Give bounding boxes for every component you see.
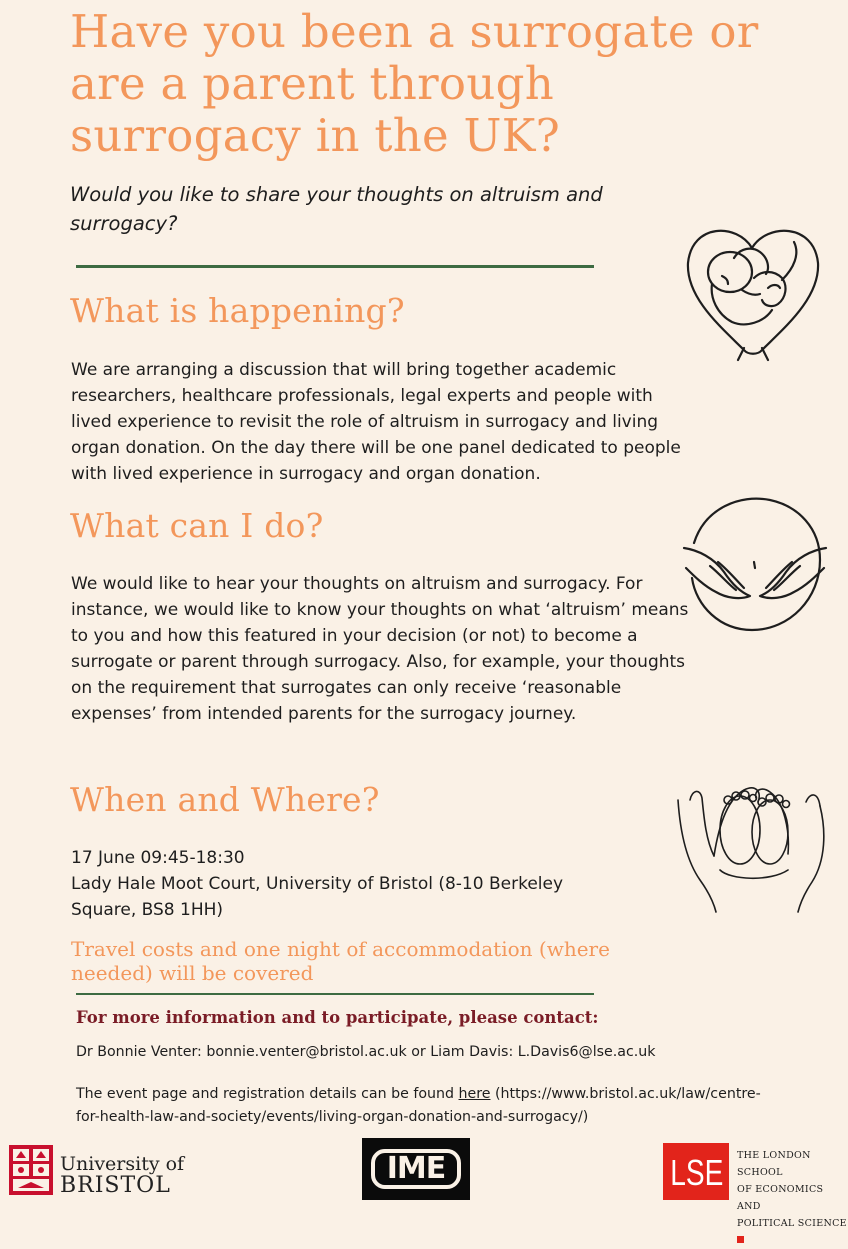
event-venue: Lady Hale Moot Court, University of Bristol (8-10 Berkeley Square, BS8 1HH) [71,874,564,920]
page-title: Have you been a surrogate or are a parent through surrogacy in the UK? [70,5,759,162]
lse-red-square [737,1236,744,1243]
ime-logo-text: IME [386,1151,446,1186]
lse-logo-line1: THE LONDON SCHOOL [737,1150,811,1178]
bristol-logo-line2: BRISTOL [60,1173,171,1198]
registration-link[interactable]: here [458,1086,491,1102]
event-date-time: 17 June 09:45-18:30 [71,848,245,868]
lse-logo-line2: OF ECONOMICS AND [737,1184,824,1212]
divider [76,265,594,268]
section-body-happening: We are arranging a discussion that will bring together academic researchers, healthcare professionals, legal experts and people with lived experience to revisit the role of altruism in surrogacy and living organ donation. On the day there will be one panel dedicated to people with lived experience in surrogacy and organ donation. [71,360,681,484]
hands-belly-icon [680,488,830,638]
section-body-can-do: We would like to hear your thoughts on altruism and surrogacy. For instance, we would like to know your thoughts on what ‘altruism’ means to you and how this featured in your decision (or not) to become a surrogate or parent through surrogacy. Also, for example, your thoughts on the requirement that surrogates can only receive ‘reasonable expenses’ from intended parents for the surrogacy journey. [71,574,689,724]
registration-url: (https://www.bristol.ac.uk/law/centre-for-health-law-and-society/events/living-organ-donation-and-surrogacy/) [76,1086,761,1125]
university-of-bristol-logo [8,1142,188,1198]
registration-info [76,1083,776,1129]
registration-prefix: The event page and registration details can be found [76,1086,459,1102]
bristol-crest-icon [8,1144,54,1196]
heart-fetus-icon [682,218,824,366]
ime-logo [362,1138,470,1200]
hands-baby-feet-icon [670,770,840,914]
travel-note: Travel costs and one night of accommodation (where needed) will be covered [71,937,610,985]
lse-logo-text [737,1147,848,1249]
contact-details: Dr Bonnie Venter: bonnie.venter@bristol.ac.uk or Liam Davis: L.Davis6@lse.ac.uk [76,1044,656,1060]
section-heading-when-where: When and Where? [70,780,380,819]
bristol-logo-line1: University of [60,1153,185,1175]
divider [76,993,594,995]
section-heading-can-do: What can I do? [70,506,324,545]
section-heading-happening: What is happening? [70,291,405,330]
lse-logo-mark-text: LSE [670,1152,724,1193]
subtitle: Would you like to share your thoughts on altruism and surrogacy? [70,183,603,235]
contact-heading: For more information and to participate, please contact: [76,1008,599,1027]
lse-logo-mark [663,1143,729,1200]
lse-logo-line3: POLITICAL SCIENCE [737,1215,848,1249]
